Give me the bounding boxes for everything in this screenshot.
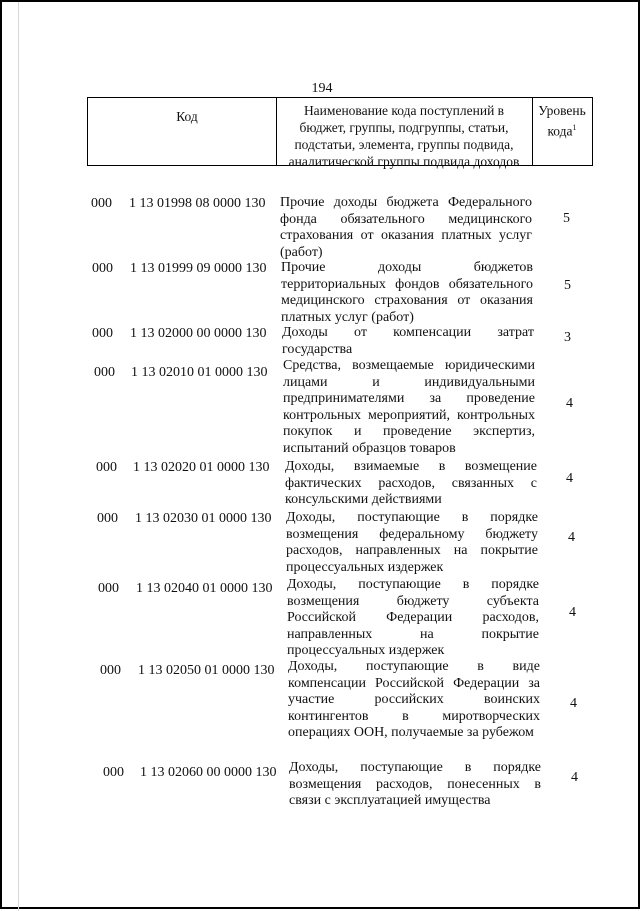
row-prefix: 000	[103, 765, 124, 780]
row-name: Прочие доходы бюджетов территориальных фондов обязательного медицинского страхования от оказания платных услуг (работ)	[281, 260, 533, 325]
row-prefix: 000	[97, 511, 118, 526]
row-code: 1 13 01998 08 0000 130	[129, 196, 266, 211]
header-code-label: Код	[176, 109, 198, 124]
header-name-line: бюджет, группы, подгруппы, статьи,	[299, 120, 509, 135]
row-level: 4	[569, 605, 576, 620]
header-name-column	[276, 98, 533, 169]
row-code: 1 13 02000 00 0000 130	[130, 326, 267, 341]
row-level: 5	[564, 278, 571, 293]
header-level-label	[532, 98, 592, 140]
row-name: Доходы, поступающие в порядке возмещения расходов, понесенных в связи с эксплуатацией имущества	[289, 760, 541, 808]
row-level: 4	[566, 396, 573, 411]
row-level: 4	[571, 770, 578, 785]
header-name-label	[276, 98, 532, 170]
row-code: 1 13 02050 01 0000 130	[138, 663, 275, 678]
header-level-line: Уровень	[538, 103, 586, 118]
row-prefix: 000	[92, 326, 113, 341]
header-name-line: Наименование кода поступлений в	[303, 103, 505, 118]
row-prefix: 000	[91, 196, 112, 211]
table-header	[87, 97, 593, 169]
header-name-line: аналитической группы подвида доходов	[288, 154, 520, 169]
row-level: 3	[564, 330, 571, 345]
row-level: 4	[566, 471, 573, 486]
row-prefix: 000	[94, 365, 115, 380]
footnote-marker: 1	[572, 123, 577, 132]
row-name: Прочие доходы бюджета Федерального фонда обязательного медицинского страхования от оказания платных услуг (работ)	[280, 195, 532, 260]
row-name: Средства, возмещаемые юридическими лицами и индивидуальными предпринимателями за проведение контрольных мероприятий, контрольных покупок и проведение экспертиз, испытаний образцов товаров	[283, 358, 535, 456]
row-name: Доходы, поступающие в порядке возмещения федеральному бюджету расходов, направленных на покрытие процессуальных издержек	[286, 510, 538, 575]
page-number: 194	[311, 81, 333, 96]
header-level-column	[532, 98, 592, 165]
row-prefix: 000	[98, 581, 119, 596]
row-prefix: 000	[96, 460, 117, 475]
row-name: Доходы, поступающие в виде компенсации Российской Федерации за участие российских воинских контингентов в миротворческих операциях ООН, получаемые за рубежом	[288, 659, 540, 740]
row-level: 4	[570, 696, 577, 711]
row-code: 1 13 02030 01 0000 130	[135, 511, 272, 526]
header-level-line: кода	[547, 123, 573, 139]
row-code: 1 13 01999 09 0000 130	[130, 261, 267, 276]
row-code: 1 13 02010 01 0000 130	[131, 365, 268, 380]
row-code: 1 13 02060 00 0000 130	[140, 765, 277, 780]
scan-edge-line	[18, 2, 19, 911]
row-prefix: 000	[92, 261, 113, 276]
row-code: 1 13 02040 01 0000 130	[136, 581, 273, 596]
row-name: Доходы, поступающие в порядке возмещения бюджету субъекта Российской Федерации расходов, направленных на покрытие процессуальных издержек	[287, 577, 539, 658]
row-name: Доходы, взимаемые в возмещение фактических расходов, связанных с консульскими действиями	[285, 459, 537, 507]
row-code: 1 13 02020 01 0000 130	[133, 460, 270, 475]
header-name-line: подстатьи, элемента, группы подвида,	[294, 137, 514, 152]
row-prefix: 000	[100, 663, 121, 678]
row-level: 4	[568, 530, 575, 545]
row-name: Доходы от компенсации затрат государства	[282, 325, 534, 357]
row-level: 5	[563, 211, 570, 226]
header-code-column	[88, 98, 277, 165]
